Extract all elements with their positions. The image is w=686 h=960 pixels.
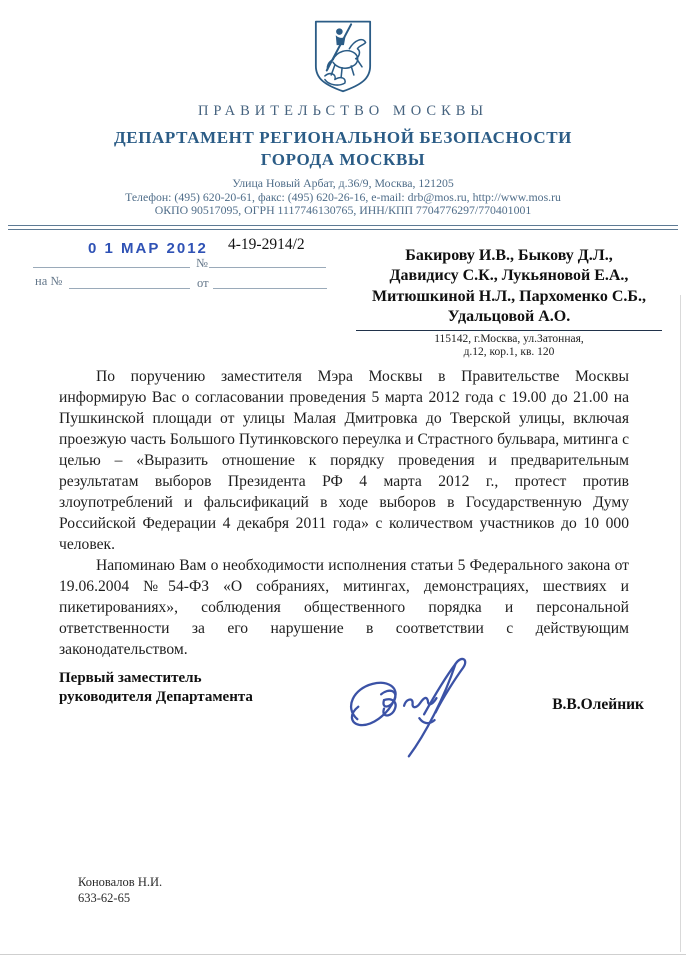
reply-from-label: от — [197, 275, 209, 290]
recipients-block — [356, 246, 662, 359]
reply-date-underline — [213, 288, 327, 289]
handwritten-signature — [327, 639, 483, 763]
signer-name: В.В.Олейник — [552, 695, 644, 713]
recipient-address-line2: д.12, кор.1, кв. 120 — [463, 345, 555, 358]
scan-edge-right — [680, 295, 681, 952]
executor-name: Коновалов Н.И. — [78, 875, 163, 889]
scan-edge-bottom — [0, 954, 686, 955]
moscow-coat-of-arms-icon — [311, 18, 375, 94]
reference-zone — [0, 230, 686, 366]
letterhead — [0, 0, 686, 218]
number-sign-label: № — [196, 255, 208, 270]
recipient-address-line1: 115142, г.Москва, ул.Затонная, — [434, 332, 584, 345]
signer-position-line1: Первый заместитель — [59, 669, 202, 686]
outgoing-number: 4-19-2914/2 — [228, 235, 305, 253]
recipient-line: Удальцовой А.О. — [447, 308, 571, 326]
executor-block — [78, 874, 162, 906]
signature-block — [59, 669, 644, 785]
department-title-line1: ДЕПАРТАМЕНТ РЕГИОНАЛЬНОЙ БЕЗОПАСНОСТИ — [113, 128, 572, 147]
executor-phone: 633-62-65 — [78, 891, 131, 905]
department-title-line2: ГОРОДА МОСКВЫ — [260, 150, 426, 169]
body-paragraph-2: Напоминаю Вам о необходимости исполнения статьи 5 Федерального закона от 19.06.2004 №54-ФЗ «О собраниях, митингах, демонстрациях, шествиях и пикетированиях», соблюдения общественного порядка и персональной ответственности за его нарушение в соответствии с действующим законодательством. — [59, 556, 629, 658]
recipient-line: Митюшкиной Н.Л., Пархоменко С.Б., — [372, 287, 646, 305]
letterhead-phones: Телефон: (495) 620-20-61, факс: (495) 620-26-16, e-mail: drb@mos.ru, http://www.mos.ru — [125, 189, 561, 204]
recipient-line: Давидису С.К., Лукьяновой Е.А., — [389, 267, 629, 285]
reply-to-number-label: на № — [35, 273, 63, 288]
body-paragraph-1: По поручению заместителя Мэра Москвы в Правительстве Москвы информирую Вас о согласовании проведения 5 марта 2012 года с 19.00 до 21.00 на Пушкинской площади от улицы Малая Дмитровка до Тверской улицы, включая проезжую часть Большого Путинковского переулка и Страстного бульвара, митинга с целью – «Выразить отношение к порядку проведения и предварительным результатам выборов Президента РФ 4 марта 2012 г., протест против злоупотреблений и фальсификаций в ходе выборов в Государственную Думу Российской Федерации 4 декабря 2011 года» с количеством участников до 10 000 человек. — [59, 367, 629, 553]
letterhead-address: Улица Новый Арбат, д.36/9, Москва, 121205 — [232, 176, 454, 190]
recipient-line: Бакирову И.В., Быкову Д.Л., — [405, 246, 613, 264]
signer-position-line2: руководителя Департамента — [59, 688, 253, 705]
date-stamp: 0 1 МАР 2012 — [88, 239, 208, 257]
letter-body — [59, 366, 629, 660]
letterhead-contacts — [0, 177, 686, 218]
department-title — [0, 127, 686, 171]
government-title: ПРАВИТЕЛЬСТВО МОСКВЫ — [197, 103, 489, 119]
date-underline — [33, 267, 190, 268]
letterhead-codes: ОКПО 90517095, ОГРН 1117746130765, ИНН/КПП 7704776297/770401001 — [154, 203, 532, 218]
number-underline — [209, 267, 326, 268]
recipients-divider — [356, 330, 662, 331]
reply-number-underline — [69, 288, 190, 289]
